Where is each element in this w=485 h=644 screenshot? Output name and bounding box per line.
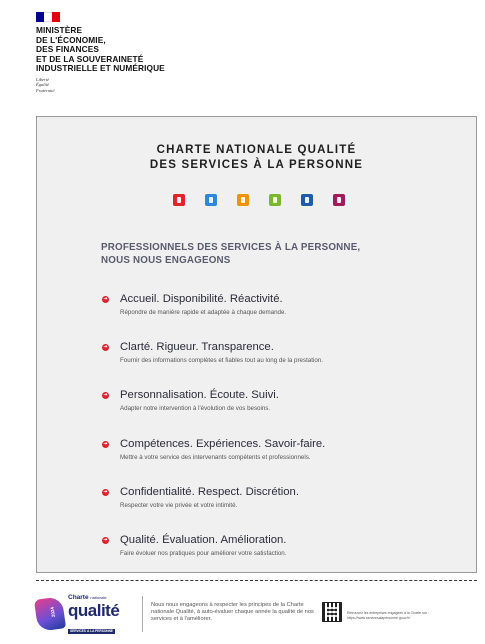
meal-icon <box>173 194 185 206</box>
commitment-item <box>102 293 462 341</box>
commitment-title: Accueil. Disponibilité. Réactivité. <box>120 293 283 305</box>
motto-egalite: Égalité <box>36 82 49 88</box>
logo-nationale-word: nationale <box>90 595 107 600</box>
commitment-description: Mettre à votre service des intervenants compétents et professionnels. <box>120 453 311 461</box>
commitment-list <box>102 293 462 582</box>
logo-qualite: qualité <box>68 601 120 620</box>
commitment-title: Compétences. Expériences. Savoir-faire. <box>120 437 326 450</box>
commitment-title: Personnalisation. Écoute. Suivi. <box>120 389 279 402</box>
footer-commitment-text: Nous nous engageons à respecter les principes de la Charte nationale Qualité, à auto-évaluer chaque année la qualité de nos services et à l'améliorer. <box>151 602 314 623</box>
motto-fraternite: Fraternité <box>36 87 55 93</box>
commitment-title: Clarté. Rigueur. Transparence. <box>120 341 274 354</box>
arrow-bullet-icon: ➔ <box>103 488 108 495</box>
cut-line <box>36 580 477 581</box>
engagement-heading <box>101 241 360 267</box>
ministry-name-line: ET DE LA SOUVERAINETÉ <box>36 53 144 64</box>
ministry-header <box>36 12 236 93</box>
qr-code-icon <box>322 602 342 622</box>
logo-year: 2024 <box>49 606 56 618</box>
tool-icon <box>237 194 249 206</box>
arrow-bullet-icon: ➔ <box>103 392 108 399</box>
ministry-name-line: DES FINANCES <box>36 44 99 55</box>
ministry-name-line: MINISTÈRE <box>36 25 83 35</box>
home-icon <box>333 194 345 206</box>
commitment-item <box>102 438 462 486</box>
flag-white <box>44 12 52 22</box>
commitment-description: Répondre de manière rapide et adaptée à chaque demande. <box>120 309 287 316</box>
flag-blue <box>36 12 44 22</box>
footer-divider <box>142 596 143 632</box>
commitment-description: Respecter votre vie privée et votre intimité. <box>120 501 238 509</box>
logo-charte-word: Charte <box>68 594 89 601</box>
commitment-title: Confidentialité. Respect. Discrétion. <box>120 485 299 498</box>
commitment-item <box>102 341 462 389</box>
heart-logo-icon <box>34 596 66 632</box>
arrow-bullet-icon: ➔ <box>103 440 108 447</box>
arrow-bullet-icon: ➔ <box>103 296 108 302</box>
bottle-icon <box>205 194 217 206</box>
commitment-item <box>102 389 462 437</box>
logo-tagline: SERVICES À LA PERSONNE <box>70 629 114 633</box>
french-flag-icon <box>36 12 60 22</box>
charte-qualite-logo <box>36 592 142 638</box>
republic-motto <box>36 77 236 94</box>
arrow-bullet-icon: ➔ <box>103 344 108 351</box>
charter-title-line1: CHARTE NATIONALE QUALITÉ <box>156 144 357 156</box>
charter-title <box>37 143 476 172</box>
charter-title-line2: DES SERVICES À LA PERSONNE <box>149 158 364 171</box>
logo-wordmark <box>68 594 142 637</box>
commitment-description: Faire évoluer nos pratiques pour améliorer votre satisfaction. <box>120 549 287 557</box>
service-pictograms <box>173 194 345 206</box>
arrow-bullet-icon: ➔ <box>103 536 108 543</box>
engagement-heading-line1: PROFESSIONNELS DES SERVICES À LA PERSONNE, <box>101 242 361 253</box>
commitment-item <box>102 486 462 534</box>
engagement-heading-line2: NOUS NOUS ENGAGEONS <box>101 255 231 266</box>
commitment-title: Qualité. Évaluation. Amélioration. <box>120 533 287 546</box>
commitment-description: Adapter notre intervention à l'évolution de vos besoins. <box>120 405 271 413</box>
commitment-item <box>102 534 462 582</box>
ministry-name-line: INDUSTRIELLE ET NUMÉRIQUE <box>36 63 165 74</box>
computer-icon <box>301 194 313 206</box>
commitment-description: Fournir des informations complètes et fiables tout au long de la prestation. <box>120 357 323 365</box>
motto-liberte: Liberté <box>36 76 49 82</box>
flag-red <box>52 12 60 22</box>
garden-icon <box>269 194 281 206</box>
qr-caption: Retrouvez les entreprises engagées à la Charte sur : https://www.servicesalapersonne.gouv.fr/ <box>347 611 429 620</box>
ministry-name-line: DE L'ÉCONOMIE, <box>36 34 106 45</box>
